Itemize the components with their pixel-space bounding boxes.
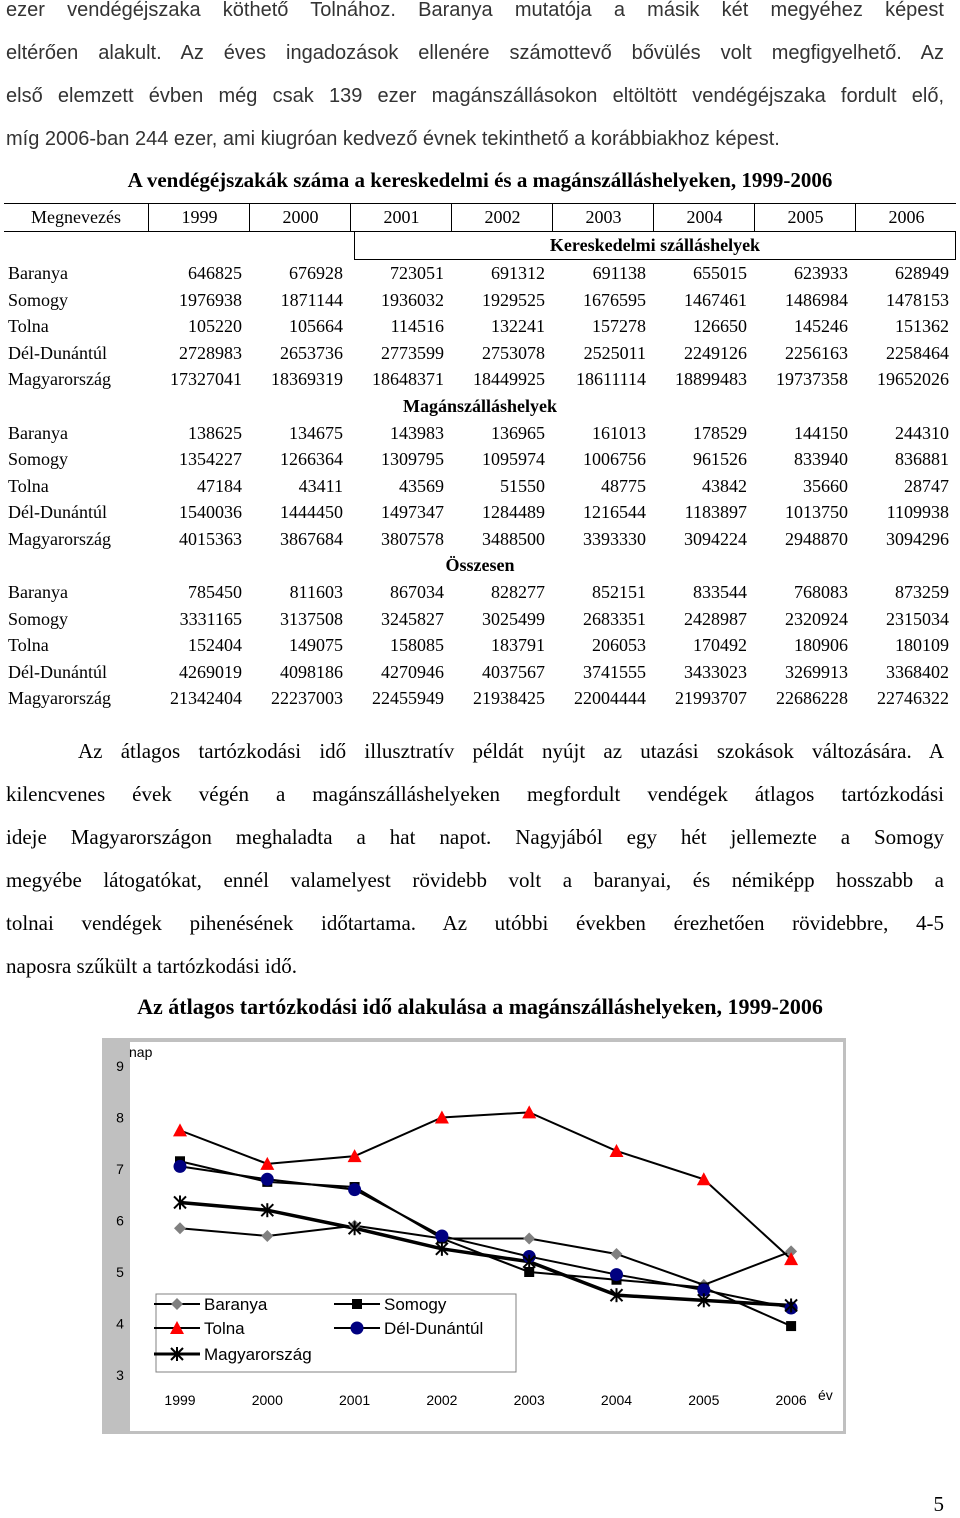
table-cell: 35660 [803,475,848,496]
legend-label: Tolna [204,1319,245,1338]
body-paragraph [6,730,944,988]
table-cell: 21342404 [170,688,242,708]
table-row [4,526,956,553]
table-cell: 2948870 [785,528,848,549]
table-row [4,579,956,606]
table-cell: 3368402 [886,661,949,682]
text-line: megyébe látogatókat, ennél valamelyest rövidebb volt a baranyai, és némiképp hosszabb a [6,868,944,892]
data-point [174,1160,187,1173]
text-line: ideje Magyarországon meghaladta a hat napot. Nagyjából egy hét jellemezte a Somogy [6,825,944,849]
table-cell: 2249126 [684,342,747,363]
table-cell: 828277 [491,582,545,602]
table-cell: 3331165 [179,608,242,629]
table-row [4,340,956,367]
x-tick-label: 1999 [164,1392,196,1408]
table-cell: 1478153 [886,289,949,310]
table-cell: 180109 [895,635,949,655]
table-cell: 1871144 [280,289,343,310]
table-cell: 1497347 [381,502,444,522]
table-cell: 1467461 [684,289,747,310]
table-cell: 18899483 [675,369,747,389]
text-line: eltérően alakult. Az éves ingadozások ellenére számottevő bővülés volt megfigyelhető. Az [6,42,944,64]
table-cell: 138625 [188,422,242,443]
table-cell: 1284489 [482,502,545,522]
table-cell: 18449925 [473,369,545,389]
text-line: naposra szűkült a tartózkodási idő. [6,954,298,978]
table-cell: 1354227 [179,449,242,469]
row-label: Magyarország [8,528,111,549]
table-cell: 136965 [491,422,545,443]
table-cell: 676928 [289,263,343,283]
row-label: Magyarország [8,369,111,389]
table-row [4,632,956,659]
y-tick-label: 4 [116,1315,124,1332]
table-cell: 628949 [895,263,949,283]
table-cell: 145246 [794,316,848,336]
table-row [4,366,956,393]
table-cell: 691312 [491,263,545,283]
table-cell: 1444450 [280,502,343,522]
table-cell: 852151 [592,582,646,602]
intro-paragraph [6,0,944,161]
table-row [4,659,956,686]
x-tick-label: 2002 [426,1392,458,1408]
text-line: míg 2006-ban 244 ezer, ami kiugróan kedvező évnek tekinthető a korábbiakhoz képest. [6,128,780,150]
table-cell: 1109938 [886,502,949,522]
data-point [610,1268,623,1281]
table-cell: 152404 [188,635,242,655]
row-label: Magyarország [8,688,111,708]
table-section-heading: Összesen [445,555,515,575]
row-label: Baranya [8,263,68,283]
table-row [4,685,956,712]
table-cell: 19652026 [877,369,949,389]
table-cell: 134675 [289,422,343,443]
row-label: Dél-Dunántúl [8,502,107,522]
table-cell: 3488500 [482,528,545,549]
table-cell: 961526 [693,449,747,469]
table-cell: 4037567 [482,661,545,682]
table-cell: 132241 [491,316,545,336]
table-row [4,606,956,633]
table-cell: 19737358 [776,369,848,389]
table-cell: 43569 [399,475,444,496]
length-of-stay-chart [102,1038,846,1434]
table-cell: 768083 [794,582,848,602]
table-row [4,499,956,526]
text-line: ezer vendégéjszaka köthető Tolnához. Baranya mutatója a másik két megyéhez képest [6,0,944,21]
column-header-year: 2003 [552,204,654,231]
table-cell: 178529 [693,422,747,443]
column-header-year: 2006 [855,204,957,231]
table-cell: 723051 [390,263,444,283]
table-cell: 22686228 [776,688,848,708]
table-cell: 1216544 [583,502,646,522]
table-cell: 2315034 [886,608,949,629]
y-tick-label: 5 [116,1264,124,1280]
table-title: A vendégéjszakák száma a kereskedelmi és a magánszálláshelyeken, 1999-2006 [127,168,833,192]
row-label: Baranya [8,582,68,602]
table-cell: 18648371 [372,369,444,389]
table-cell: 3393330 [583,528,646,549]
table-cell: 833544 [693,582,747,602]
text-line: első elemzett évben még csak 139 ezer magánszállásokon eltöltött vendégéjszaka fordult elő, [6,85,944,107]
row-label: Baranya [8,422,68,443]
y-tick-label: 3 [116,1367,124,1383]
table-cell: 4270946 [381,661,444,682]
table-cell: 2773599 [381,342,444,363]
table-cell: 691138 [592,263,646,283]
text-line: tolnai vendégek pihenésének időtartama. Az utóbbi években érezhetően rövidebbre, 4-5 [6,911,944,935]
table-cell: 105220 [188,316,242,336]
table-cell: 17327041 [170,369,242,389]
row-label: Somogy [8,449,69,469]
y-tick-label: 9 [116,1058,124,1074]
table-row [4,260,956,287]
data-point [786,1321,796,1331]
table-cell: 22746322 [877,688,949,708]
table-cell: 28747 [904,475,949,496]
table-cell: 47184 [197,475,242,496]
data-point [261,1173,274,1186]
table-cell: 873259 [895,582,949,602]
x-tick-label: 2004 [600,1392,633,1408]
data-point [348,1183,361,1196]
y-tick-label: 8 [116,1109,124,1126]
legend-label: Baranya [204,1295,268,1314]
table-cell: 836881 [895,449,949,469]
table-cell: 785450 [188,582,242,602]
legend-marker [352,1299,362,1309]
table-cell: 1013750 [785,502,848,522]
row-label: Tolna [8,635,49,655]
table-cell: 655015 [693,263,747,283]
row-label: Dél-Dunántúl [8,661,107,682]
text-line: Az átlagos tartózkodási idő illusztratív példát nyújt az utazási szokások változására. A [78,739,944,763]
column-header-year: 2005 [754,204,856,231]
table-cell: 3807578 [381,528,444,549]
x-tick-label: 2006 [775,1392,807,1408]
table-cell: 1006756 [583,449,646,469]
table-cell: 1540036 [179,502,242,522]
row-label: Dél-Dunántúl [8,342,107,363]
table-cell: 646825 [188,263,242,283]
y-tick-label: 7 [116,1161,124,1177]
data-point [435,1229,448,1242]
chart-title: Az átlagos tartózkodási idő alakulása a magánszálláshelyeken, 1999-2006 [137,994,823,1019]
table-cell: 149075 [289,635,343,655]
table-cell: 3245827 [381,608,444,629]
table-row [4,287,956,314]
table-cell: 2256163 [785,342,848,363]
plot-area [130,1042,843,1431]
table-cell: 3094296 [886,528,949,549]
legend-label: Somogy [384,1295,447,1314]
page-number: 5 [933,1492,944,1516]
column-header-year: 2001 [350,204,452,231]
table-cell: 2428987 [684,608,747,629]
table-cell: 2525011 [583,342,646,363]
column-header-name: Megnevezés [31,207,121,227]
row-label: Somogy [8,608,69,629]
table-cell: 105664 [289,316,343,336]
table-cell: 22004444 [574,688,646,708]
x-tick-label: 2003 [513,1392,545,1408]
table-cell: 43411 [298,475,343,496]
table-cell: 2320924 [785,608,848,629]
table-cell: 867034 [390,582,444,602]
x-axis-label: év [818,1387,833,1403]
table-cell: 1095974 [482,449,545,469]
x-tick-label: 2005 [688,1392,720,1408]
table-cell: 183791 [491,635,545,655]
legend-label: Magyarország [204,1345,312,1364]
table-cell: 2728983 [179,342,242,363]
column-header-year: 2000 [249,204,351,231]
table-header-row [4,203,956,232]
table-cell: 3741555 [583,661,646,682]
row-label: Tolna [8,316,49,336]
table-cell: 2653736 [280,342,343,363]
table-cell: 48775 [601,475,646,496]
table-row [4,473,956,500]
table-cell: 1309795 [381,449,444,469]
table-cell: 170492 [693,635,747,655]
table-cell: 4098186 [280,661,343,682]
table-cell: 158085 [390,635,444,655]
table-cell: 1929525 [482,289,545,310]
legend-marker [351,1322,364,1335]
table-cell: 811603 [289,582,343,602]
row-label: Somogy [8,289,69,310]
x-tick-label: 2001 [339,1392,371,1408]
table-cell: 3269913 [785,661,848,682]
table-cell: 4269019 [179,661,242,682]
table-cell: 3137508 [280,608,343,629]
table-cell: 21938425 [473,688,545,708]
table-cell: 3025499 [482,608,545,629]
table-row [4,420,956,447]
table-cell: 51550 [500,475,545,496]
table-cell: 43842 [702,475,747,496]
table-cell: 143983 [390,422,444,443]
table-cell: 3867684 [280,528,343,549]
table-cell: 3094224 [684,528,747,549]
x-tick-label: 2000 [251,1392,283,1408]
table-cell: 151362 [895,316,949,336]
table-cell: 2753078 [482,342,545,363]
table-cell: 2258464 [886,342,949,363]
table-cell: 1936032 [381,289,444,310]
table-cell: 21993707 [675,688,747,708]
table-cell: 1976938 [179,289,242,310]
table-section-heading: Kereskedelmi szálláshelyek [354,232,956,260]
table-cell: 22455949 [372,688,444,708]
table-cell: 180906 [794,635,848,655]
table-cell: 3433023 [684,661,747,682]
table-cell: 244310 [895,422,949,443]
column-header-year: 1999 [148,204,250,231]
table-cell: 1183897 [684,502,747,522]
table-section-heading: Magánszálláshelyek [402,395,557,416]
table-cell: 18369319 [271,369,343,389]
table-cell: 126650 [693,316,747,336]
table-cell: 623933 [794,263,848,283]
y-axis-label: nap [129,1044,153,1060]
table-cell: 2683351 [583,608,646,629]
column-header-year: 2002 [451,204,553,231]
table-row [4,313,956,340]
text-line: kilencvenes évek végén a magánszálláshelyeken megfordult vendégek átlagos tartózkodási [6,782,944,806]
table-row [4,446,956,473]
table-cell: 22237003 [271,688,343,708]
y-tick-label: 6 [116,1212,124,1229]
table-cell: 144150 [794,422,848,443]
table-cell: 114516 [390,316,444,336]
table-cell: 4015363 [179,528,242,549]
row-label: Tolna [8,475,49,496]
table-cell: 18611114 [576,369,646,389]
column-header-year: 2004 [653,204,755,231]
table-cell: 1676595 [583,289,646,310]
table-cell: 161013 [592,422,646,443]
table-cell: 157278 [592,316,646,336]
table-cell: 206053 [592,635,646,655]
table-cell: 1266364 [280,449,343,469]
table-cell: 1486984 [785,289,848,310]
table-cell: 833940 [794,449,848,469]
overnight-stays-table [4,203,956,712]
legend-label: Dél-Dunántúl [384,1319,484,1338]
